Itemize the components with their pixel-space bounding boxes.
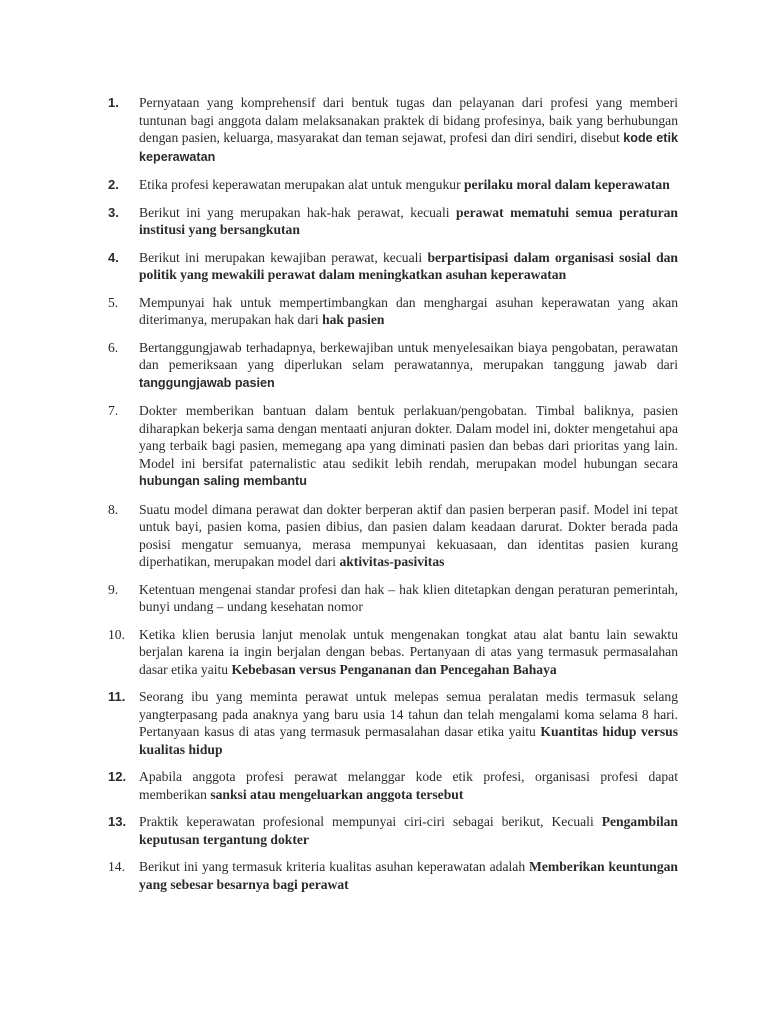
question-body <box>139 294 678 329</box>
question-number: 8. <box>108 501 119 517</box>
answer-text: perawat mematuhi semua peraturan institusi yang bersangkutan <box>139 204 678 237</box>
question-body <box>139 94 678 166</box>
question-item <box>108 813 678 848</box>
question-list <box>108 94 678 903</box>
question-body <box>139 768 678 803</box>
answer-text: hak pasien <box>322 312 385 327</box>
question-item <box>108 339 678 393</box>
question-number: 11. <box>108 689 126 704</box>
answer-text: Kuantitas hidup versus kualitas hidup <box>139 724 679 757</box>
question-item <box>108 626 678 679</box>
answer-text: kode etik keperawatan <box>139 131 678 164</box>
question-text: Dokter memberikan bantuan dalam bentuk perlakuan/pengobatan. Timbal baliknya, pasien diharapkan bekerja sama dengan mentaati anjuran dokter. Dalam model ini, dokter mengetahui apa yang terbaik bagi pasien, memegang apa yang diminati pasien dan bebas dari prioritas yang lain. Model ini bersifat paternalistic atau sedikit lebih rendah, merupakan model hubungan secara <box>139 403 678 471</box>
question-text: Etika profesi keperawatan merupakan alat untuk mengukur <box>139 177 464 192</box>
question-body <box>139 688 678 758</box>
question-number: 5. <box>108 294 119 310</box>
question-text: Ketika klien berusia lanjut menolak untuk mengenakan tongkat atau alat bantu lain sewaktu berjalan karena ia ingin berjalan dengan bebas. Pertanyaan di atas yang termasuk permasalahan dasar etika yaitu <box>139 626 678 677</box>
answer-text: sanksi atau mengeluarkan anggota tersebut <box>210 786 464 802</box>
question-body <box>139 402 678 491</box>
question-text: Ketentuan mengenai standar profesi dan hak – hak klien ditetapkan dengan peraturan pemerintah, bunyi undang – undang kesehatan nomor <box>139 581 678 614</box>
question-item <box>108 402 678 491</box>
question-number: 3. <box>108 204 119 220</box>
question-body <box>139 813 678 848</box>
answer-text: hubungan saling membantu <box>139 474 307 488</box>
answer-text: tanggungjawab pasien <box>139 375 275 390</box>
question-number: 2. <box>108 177 119 192</box>
question-item <box>108 249 678 284</box>
question-item <box>108 768 678 803</box>
question-number: 1. <box>108 95 119 110</box>
question-item <box>108 688 678 758</box>
question-text: Berikut ini yang merupakan hak-hak perawat, kecuali <box>139 204 457 220</box>
question-body <box>139 581 678 616</box>
question-body <box>139 176 678 194</box>
question-number: 13. <box>108 814 127 829</box>
answer-text: aktivitas-pasivitas <box>339 554 445 569</box>
question-body <box>139 339 678 393</box>
question-item <box>108 294 678 329</box>
answer-text: berpartisipasi dalam organisasi sosial dan politik yang mewakili perawat dalam meningkatkan asuhan keperawatan <box>139 249 678 282</box>
question-text: Bertanggungjawab terhadapnya, berkewajiban untuk menyelesaikan biaya pengobatan, perawatan dan pemeriksaan yang diperlukan selam perawatannya, merupakan tanggung jawab dari <box>139 339 678 372</box>
question-text: Berikut ini merupakan kewajiban perawat, kecuali <box>139 249 428 265</box>
question-text: Suatu model dimana perawat dan dokter berperan aktif dan pasien berperan pasif. Model ini tepat untuk bayi, pasien koma, pasien dibius, dan pasien dalam keadaan darurat. Dokter berada pada posisi mengatur semuanya, merasa mempunyai kekuasaan, dan identitas pasien kurang diperhatikan, merupakan model dari <box>139 501 678 569</box>
answer-text: Kebebasan versus Pengananan dan Pencegahan Bahaya <box>231 661 557 677</box>
question-body <box>139 204 678 239</box>
question-item <box>108 581 678 616</box>
question-text: Praktik keperawatan profesional mempunyai ciri-ciri sebagai berikut, Kecuali <box>139 814 602 829</box>
answer-text: Pengambilan keputusan tergantung dokter <box>139 814 678 847</box>
question-number: 6. <box>108 339 119 355</box>
question-item <box>108 204 678 239</box>
question-body <box>139 501 678 571</box>
question-number: 12. <box>108 769 127 784</box>
question-text: Seorang ibu yang meminta perawat untuk melepas semua peralatan medis termasuk selang yangterpasang pada anaknya yang baru usia 14 tahun dan telah mengalami koma selama 8 hari. Pertanyaan kasus di atas yang termasuk permasalahan dasar etika yaitu <box>139 689 678 739</box>
question-text: Berikut ini yang termasuk kriteria kualitas asuhan keperawatan adalah <box>139 859 530 874</box>
question-body <box>139 858 678 893</box>
question-text: Apabila anggota profesi perawat melanggar kode etik profesi, organisasi profesi dapat memberikan <box>139 769 678 802</box>
question-body <box>139 626 678 679</box>
question-text: Pernyataan yang komprehensif dari bentuk tugas dan pelayanan dari profesi yang memberi tuntunan bagi anggota dalam melaksanakan praktek di bidang profesinya, baik yang berhubungan dengan pasien, keluarga, masyarakat dan teman sejawat, profesi dan diri sendiri, disebut <box>139 95 678 145</box>
answer-text: Memberikan keuntungan yang sebesar besarnya bagi perawat <box>139 859 678 892</box>
question-item <box>108 94 678 166</box>
question-item <box>108 176 678 194</box>
question-item <box>108 858 678 893</box>
question-number: 14. <box>108 859 125 874</box>
question-body <box>139 249 678 284</box>
question-number: 9. <box>108 581 119 597</box>
question-number: 7. <box>108 403 119 418</box>
question-number: 4. <box>108 249 119 265</box>
question-item <box>108 501 678 571</box>
answer-text: perilaku moral dalam keperawatan <box>464 177 670 192</box>
question-number: 10. <box>108 626 125 642</box>
question-text: Mempunyai hak untuk mempertimbangkan dan menghargai asuhan keperawatan yang akan diterimanya, merupakan hak dari <box>139 294 678 327</box>
